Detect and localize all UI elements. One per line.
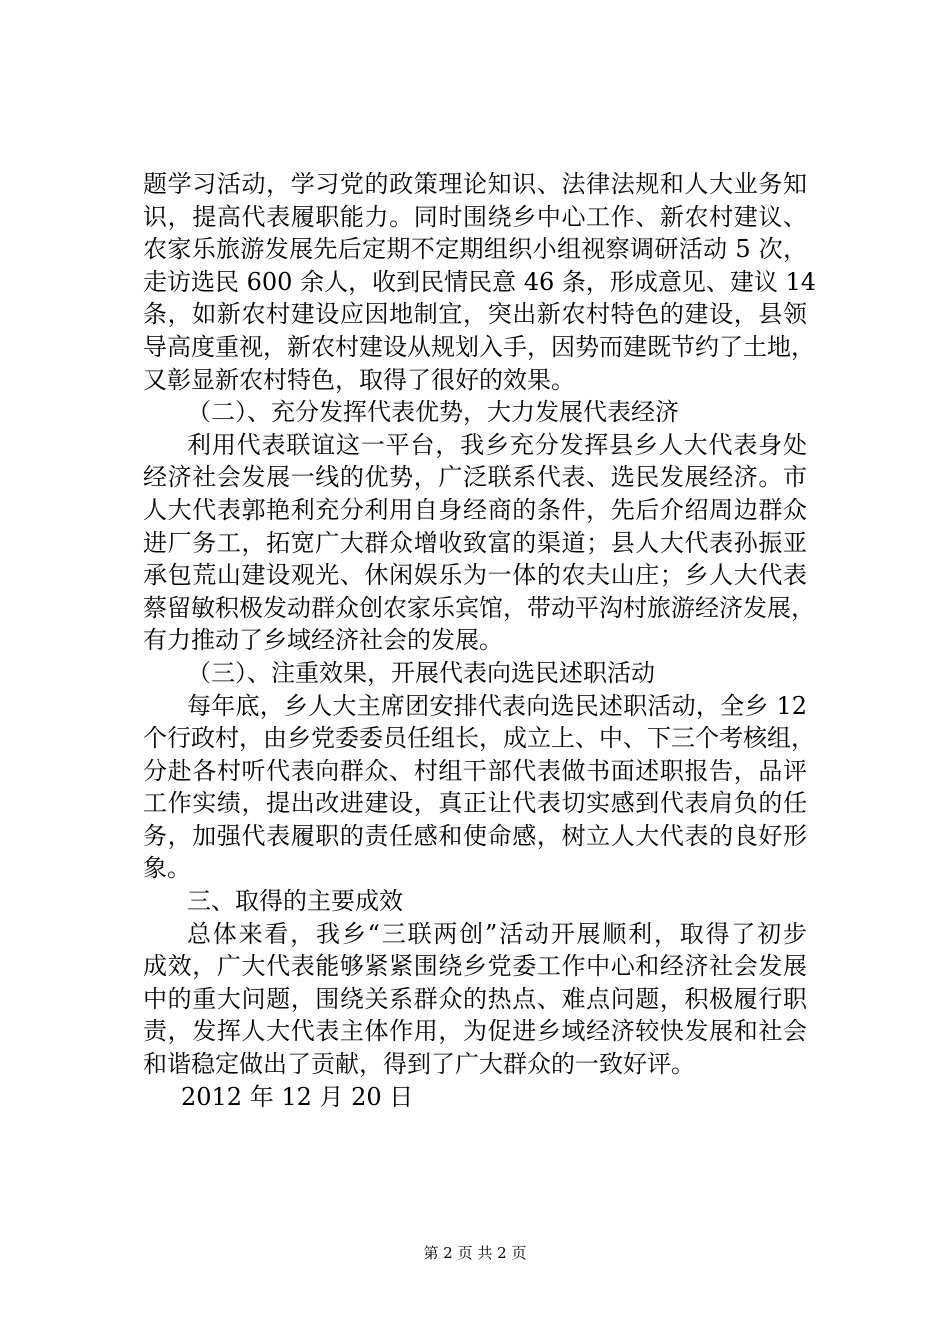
- text-line: 走访选民 600 余人，收到民情民意 46 条，形成意见、建议 14: [143, 267, 817, 296]
- text-line: 务，加强代表履职的责任感和使命感，树立人大代表的良好形: [143, 821, 807, 850]
- text-line: 识，提高代表履职能力。同时围绕乡中心工作、新农村建议、: [143, 202, 807, 231]
- text-line: 进厂务工，拓宽广大群众增收致富的渠道；县人大代表孙振亚: [143, 528, 807, 557]
- document-body: [143, 168, 817, 1113]
- section-heading: （三）、注重效果，开展代表向选民述职活动: [187, 658, 655, 687]
- text-line: 个行政村，由乡党委委员任组长，成立上、中、下三个考核组，: [143, 724, 815, 753]
- text-line: 蔡留敏积极发动群众创农家乐宾馆，带动平沟村旅游经济发展，: [143, 593, 815, 622]
- text-line: 中的重大问题，围绕关系群众的热点、难点问题，积极履行职: [143, 984, 807, 1013]
- text-line: 分赴各村听代表向群众、村组干部代表做书面述职报告，品评: [143, 756, 807, 785]
- text-line: 农家乐旅游发展先后定期不定期组织小组视察调研活动 5 次，: [143, 235, 807, 264]
- text-line: 成效，广大代表能够紧紧围绕乡党委工作中心和经济社会发展: [143, 952, 807, 981]
- text-line: 又彰显新农村特色，取得了很好的效果。: [143, 365, 575, 394]
- document-date: 2012 年 12 月 20 日: [181, 1082, 414, 1111]
- page-footer: 第 2 页 共 2 页: [423, 1244, 527, 1262]
- text-line: 和谐稳定做出了贡献，得到了广大群众的一致好评。: [143, 1050, 695, 1079]
- text-line: 总体来看，我乡“三联两创”活动开展顺利，取得了初步: [187, 919, 807, 948]
- text-line: 责，发挥人大代表主体作用，为促进乡域经济较快发展和社会: [143, 1017, 807, 1046]
- text-line: 导高度重视，新农村建设从规划入手，因势而建既节约了土地，: [143, 332, 815, 361]
- text-line: 题学习活动，学习党的政策理论知识、法律法规和人大业务知: [143, 170, 807, 198]
- text-line: 条，如新农村建设应因地制宜，突出新农村特色的建设，县领: [143, 300, 807, 329]
- text-line: 有力推动了乡域经济社会的发展。: [143, 626, 503, 655]
- text-line: 经济社会发展一线的优势，广泛联系代表、选民发展经济。市: [143, 463, 807, 492]
- text-line: 利用代表联谊这一平台，我乡充分发挥县乡人大代表身处: [187, 430, 807, 459]
- text-line: 工作实绩，提出改进建设，真正让代表切实感到代表肩负的任: [143, 789, 807, 818]
- section-heading: 三、取得的主要成效: [187, 887, 403, 916]
- text-line: 人大代表郭艳利充分利用自身经商的条件，先后介绍周边群众: [143, 495, 807, 524]
- text-line: 承包荒山建设观光、休闲娱乐为一体的农夫山庄；乡人大代表: [143, 561, 807, 590]
- text-line: 每年底，乡人大主席团安排代表向选民述职活动，全乡 12: [187, 691, 807, 720]
- section-heading: （二）、充分发挥代表优势，大力发展代表经济: [187, 398, 679, 427]
- text-line: 象。: [143, 854, 191, 883]
